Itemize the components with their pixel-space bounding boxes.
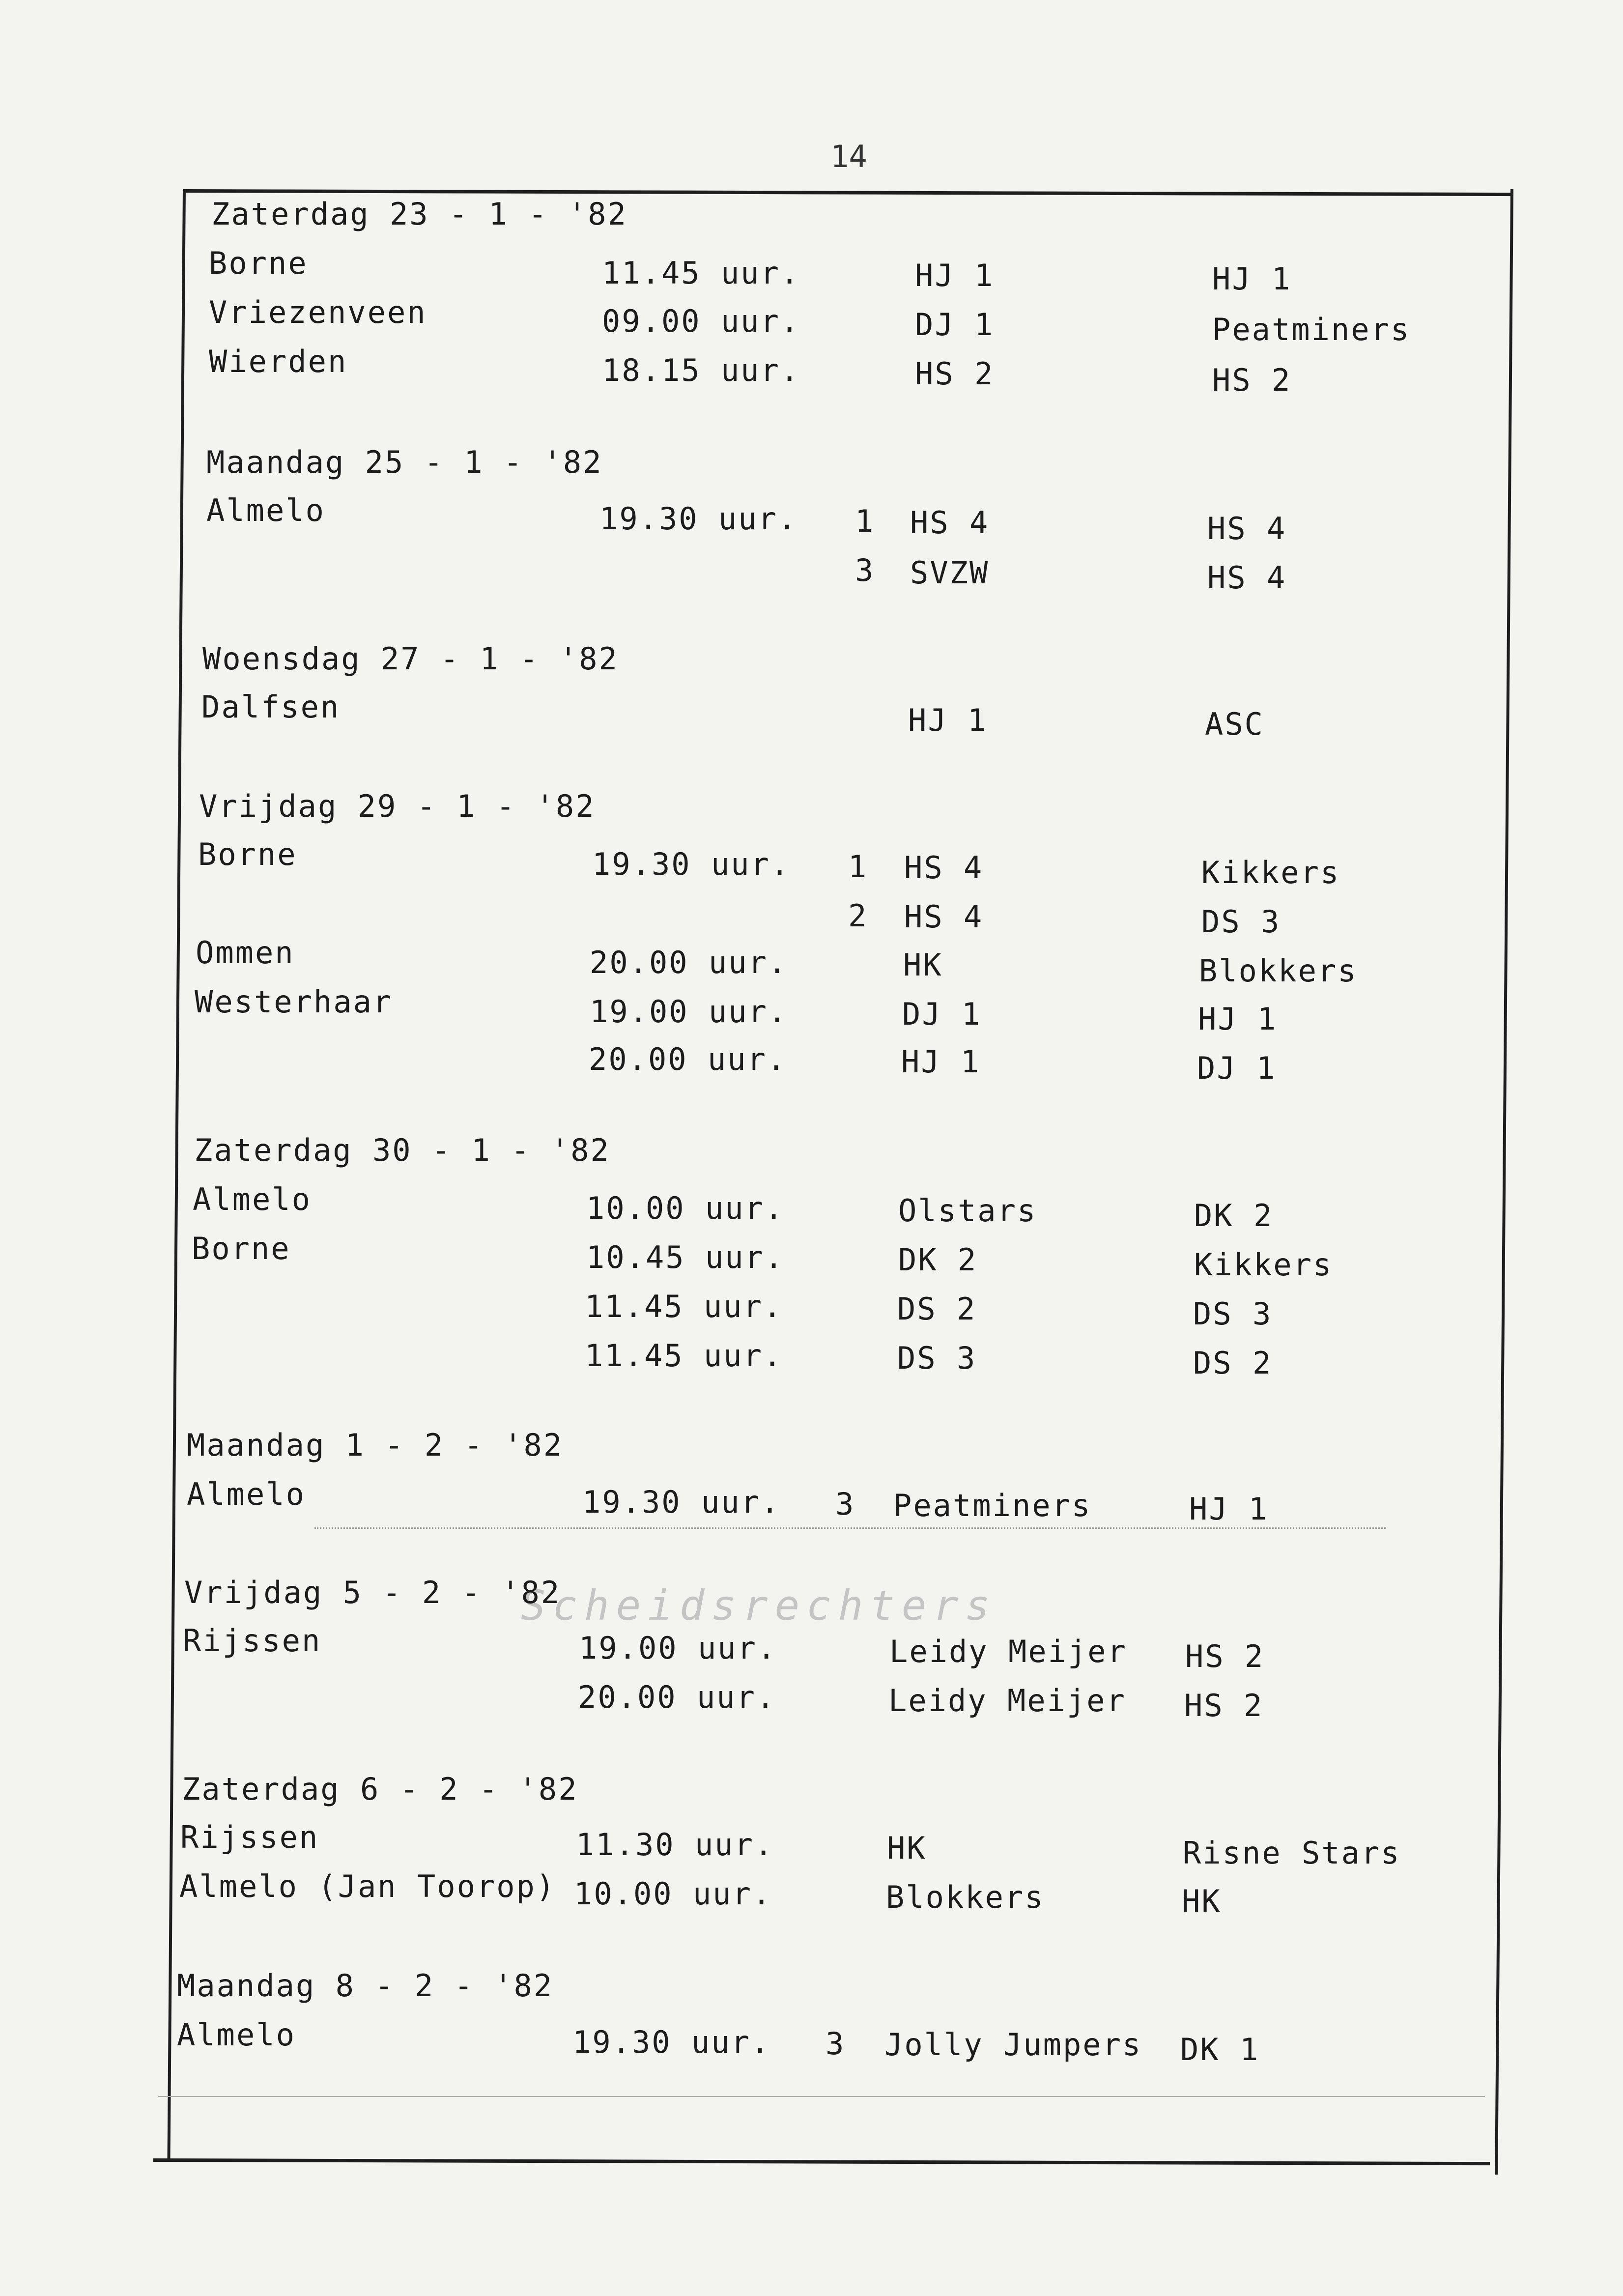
row-away-team: HJ 1 [1189,1491,1269,1527]
row-away-team: DS 2 [1193,1345,1273,1381]
row-time: 19.30 uur. [592,846,791,882]
row-home-team: HK [887,1830,927,1866]
row-away-team: HS 2 [1184,1688,1264,1723]
section-date: Zaterdag 30 - 1 - '82 [194,1132,610,1168]
dotted-leader-line [314,1527,1386,1529]
row-time: 11.30 uur. [576,1827,774,1863]
row-time: 19.30 uur. [582,1484,781,1520]
section-date: Zaterdag 6 - 2 - '82 [182,1771,578,1807]
row-place: Borne [198,836,297,872]
row-time: 11.45 uur. [585,1338,783,1374]
row-away-team: HJ 1 [1212,261,1292,297]
row-place: Rijssen [180,1819,319,1855]
row-away-team: DS 3 [1193,1296,1273,1332]
section-date: Maandag 25 - 1 - '82 [206,444,603,480]
row-home-team: DS 2 [897,1291,977,1327]
row-away-team: HS 4 [1207,511,1287,546]
row-field: 1 [848,849,868,885]
row-away-team: HK [1182,1883,1222,1919]
row-away-team: Kikkers [1201,855,1340,890]
row-away-team: DJ 1 [1197,1050,1277,1086]
row-time: 20.00 uur. [589,1041,787,1077]
row-home-team: Olstars [898,1193,1037,1229]
row-away-team: Blokkers [1199,953,1358,989]
row-home-team: Leidy Meijer [888,1683,1126,1719]
section-date: Woensdag 27 - 1 - '82 [202,641,619,677]
section-date: Vrijdag 5 - 2 - '82 [184,1575,561,1610]
row-home-team: Leidy Meijer [889,1634,1127,1669]
row-away-team: HJ 1 [1198,1001,1278,1037]
row-time: 09.00 uur. [602,303,800,339]
row-time: 20.00 uur. [590,945,788,980]
row-place: Dalfsen [201,689,341,725]
row-away-team: DS 3 [1201,904,1281,940]
row-home-team: HS 4 [904,850,984,886]
row-place: Almelo [177,2017,296,2053]
row-away-team: Risne Stars [1183,1835,1401,1871]
row-home-team: HS 4 [904,899,984,935]
row-home-team: HK [903,947,943,983]
row-home-team: DJ 1 [915,307,995,343]
row-home-team: SVZW [910,555,990,591]
row-field: 3 [835,1486,855,1522]
row-home-team: HJ 1 [908,702,988,738]
row-away-team: ASC [1205,706,1264,742]
row-place: Almelo [193,1181,312,1217]
row-time: 11.45 uur. [602,255,800,291]
show-through-text: Scheidsrechters [521,1581,997,1630]
row-place: Ommen [196,935,295,971]
row-time: 11.45 uur. [585,1289,783,1324]
row-away-team: DK 1 [1180,2032,1260,2067]
row-place: Almelo (Jan Toorop) [179,1868,556,1904]
row-place: Almelo [187,1476,306,1512]
section-date: Vrijdag 29 - 1 - '82 [199,788,596,824]
row-place: Almelo [206,492,325,528]
page-number: 14 [830,139,867,174]
row-away-team: Peatminers [1212,312,1411,347]
section-date: Zaterdag 23 - 1 - '82 [211,196,627,232]
row-time: 18.15 uur. [602,352,800,388]
row-place: Wierden [209,344,348,379]
row-field: 2 [848,898,868,934]
row-time: 19.30 uur. [599,501,798,537]
row-place: Vriezenveen [209,294,427,330]
row-time: 10.00 uur. [574,1876,772,1912]
row-field: 3 [855,552,875,588]
row-field: 3 [826,2026,846,2062]
row-place: Rijssen [183,1623,322,1659]
row-place: Westerhaar [195,984,393,1020]
row-away-team: HS 2 [1212,362,1292,398]
row-time: 20.00 uur. [578,1679,776,1715]
row-home-team: HJ 1 [915,258,995,293]
row-home-team: Jolly Jumpers [884,2027,1142,2063]
row-field: 1 [855,503,875,539]
frame-inner-rule [158,2096,1485,2097]
row-home-team: DS 3 [897,1340,977,1376]
row-home-team: Peatminers [893,1488,1092,1523]
row-time: 10.45 uur. [586,1239,785,1275]
row-home-team: DJ 1 [902,996,982,1032]
row-home-team: Blokkers [886,1879,1045,1915]
row-place: Borne [209,245,308,281]
row-time: 10.00 uur. [586,1190,785,1226]
row-time: 19.00 uur. [590,994,788,1030]
row-away-team: HS 4 [1207,560,1287,596]
row-home-team: HS 2 [915,356,995,392]
section-date: Maandag 8 - 2 - '82 [177,1968,554,2004]
row-time: 19.30 uur. [572,2024,771,2060]
row-home-team: HS 4 [910,505,990,541]
row-place: Borne [192,1231,291,1266]
row-away-team: DK 2 [1194,1198,1274,1234]
row-away-team: Kikkers [1194,1247,1333,1283]
row-home-team: HJ 1 [901,1044,981,1080]
row-time: 19.00 uur. [579,1630,777,1666]
row-away-team: HS 2 [1185,1638,1265,1674]
row-home-team: DK 2 [898,1242,978,1278]
section-date: Maandag 1 - 2 - '82 [187,1427,564,1463]
